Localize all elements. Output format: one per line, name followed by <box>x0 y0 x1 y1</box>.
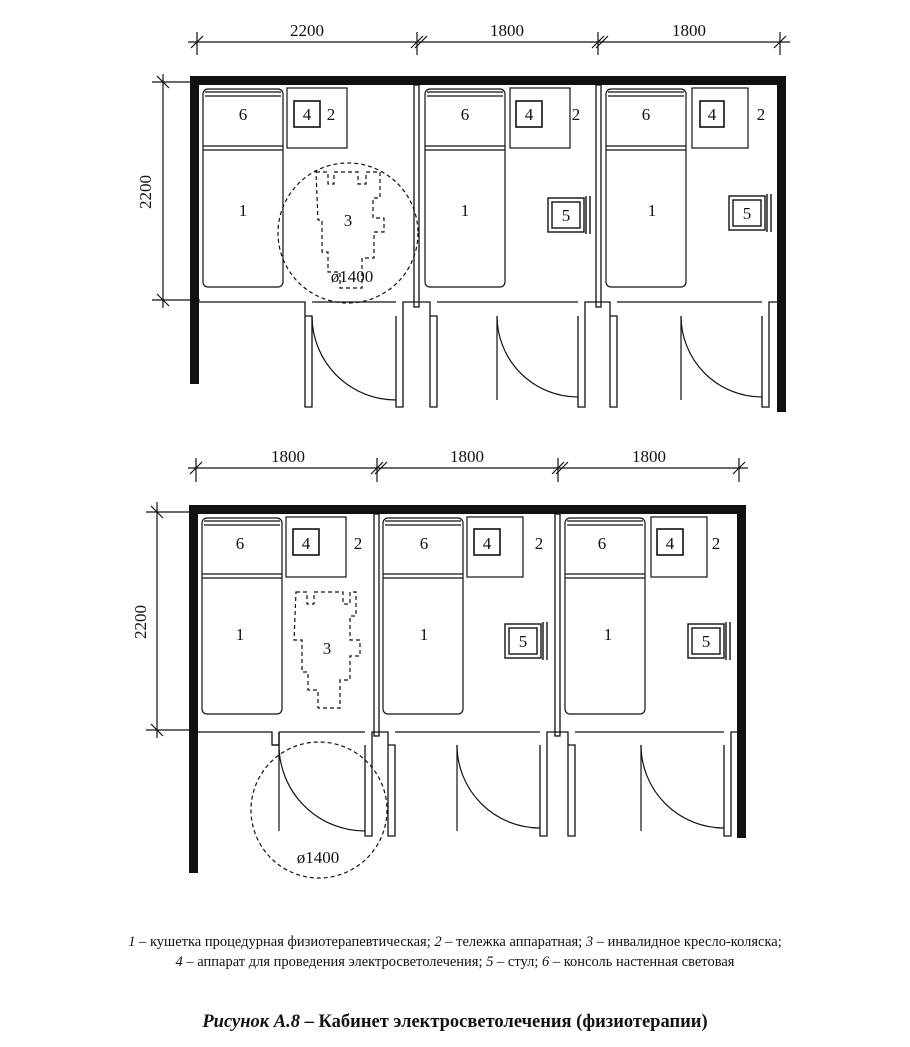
legend-num: 5 <box>486 954 494 970</box>
top-room2-num-4: 4 <box>524 105 534 124</box>
bottom-room3-cart <box>651 517 707 577</box>
legend-text: – стул; <box>493 954 542 970</box>
top-room2-num-1: 1 <box>460 201 470 220</box>
top-dim-height: 2200 <box>136 175 155 209</box>
bottom-room1-num-6: 6 <box>235 534 245 553</box>
legend-num: 4 <box>175 954 183 970</box>
top-room3-num-4: 4 <box>707 105 717 124</box>
bottom-room2-num-6: 6 <box>419 534 429 553</box>
top-door-swings <box>312 316 762 400</box>
bottom-room2-num-4: 4 <box>482 534 492 553</box>
bottom-circle-label: ø1400 <box>296 848 340 867</box>
bottom-room3-num-4: 4 <box>665 534 675 553</box>
bottom-room2-cart <box>467 517 523 577</box>
figure-caption <box>0 1012 910 1033</box>
top-room1-num-2: 2 <box>326 105 336 124</box>
legend-text: – инвалидное кресло-коляска; <box>593 934 782 950</box>
legend-text: – консоль настенная световая <box>549 954 735 970</box>
top-room1-cart <box>287 88 347 148</box>
top-circle-label: ø1400 <box>330 267 374 286</box>
legend-num: 2 <box>434 934 442 950</box>
top-room2-num-2: 2 <box>571 105 581 124</box>
bottom-dimension-height <box>146 502 196 738</box>
bottom-dim-height: 2200 <box>131 605 150 639</box>
bottom-dim-width-2: 1800 <box>450 447 484 466</box>
bottom-plan <box>131 447 748 878</box>
legend-num: 1 <box>128 934 136 950</box>
legend-num: 6 <box>541 954 550 970</box>
bottom-dim-width-3: 1800 <box>632 447 666 466</box>
top-dim-width-2: 1800 <box>490 21 524 40</box>
figure-number: Рисунок А.8 <box>202 1012 300 1032</box>
top-outer-walls <box>190 76 786 412</box>
top-room3-num-5: 5 <box>742 204 752 223</box>
bottom-room1-num-4: 4 <box>301 534 311 553</box>
bottom-room1-num-3: 3 <box>322 639 332 658</box>
top-plan <box>136 21 790 412</box>
bottom-room3-num-6: 6 <box>597 534 607 553</box>
legend <box>0 932 910 972</box>
legend-num: 3 <box>585 934 594 950</box>
top-room2-num-6: 6 <box>460 105 470 124</box>
bottom-room3-num-2: 2 <box>711 534 721 553</box>
bottom-room1-num-1: 1 <box>235 625 245 644</box>
bottom-room3-num-1: 1 <box>603 625 613 644</box>
legend-text: – тележка аппаратная; <box>441 934 586 950</box>
legend-line-2 <box>0 952 910 972</box>
top-room3-num-1: 1 <box>647 201 657 220</box>
top-room3-num-2: 2 <box>756 105 766 124</box>
bottom-room2-num-5: 5 <box>518 632 528 651</box>
top-dim-width-1: 2200 <box>290 21 324 40</box>
bottom-dim-width-1: 1800 <box>271 447 305 466</box>
legend-text: – аппарат для проведения электросветолечения; <box>182 954 487 970</box>
bottom-room3-num-5: 5 <box>701 632 711 651</box>
legend-line-1 <box>0 932 910 952</box>
legend-text: – кушетка процедурная физиотерапевтическая; <box>135 934 435 950</box>
top-room2-cart <box>510 88 570 148</box>
bottom-room1-num-2: 2 <box>353 534 363 553</box>
bottom-room2-num-1: 1 <box>419 625 429 644</box>
bottom-room2-num-2: 2 <box>534 534 544 553</box>
bottom-room1-cart <box>286 517 346 577</box>
top-room3-num-6: 6 <box>641 105 651 124</box>
top-room1-num-6: 6 <box>238 105 248 124</box>
top-room1-num-1: 1 <box>238 201 248 220</box>
top-room2-num-5: 5 <box>561 206 571 225</box>
figure-title: – Кабинет электросветолечения (физиотерапии) <box>300 1012 708 1032</box>
top-dim-width-3: 1800 <box>672 21 706 40</box>
top-room1-num-3: 3 <box>343 211 353 230</box>
top-room1-num-4: 4 <box>302 105 312 124</box>
